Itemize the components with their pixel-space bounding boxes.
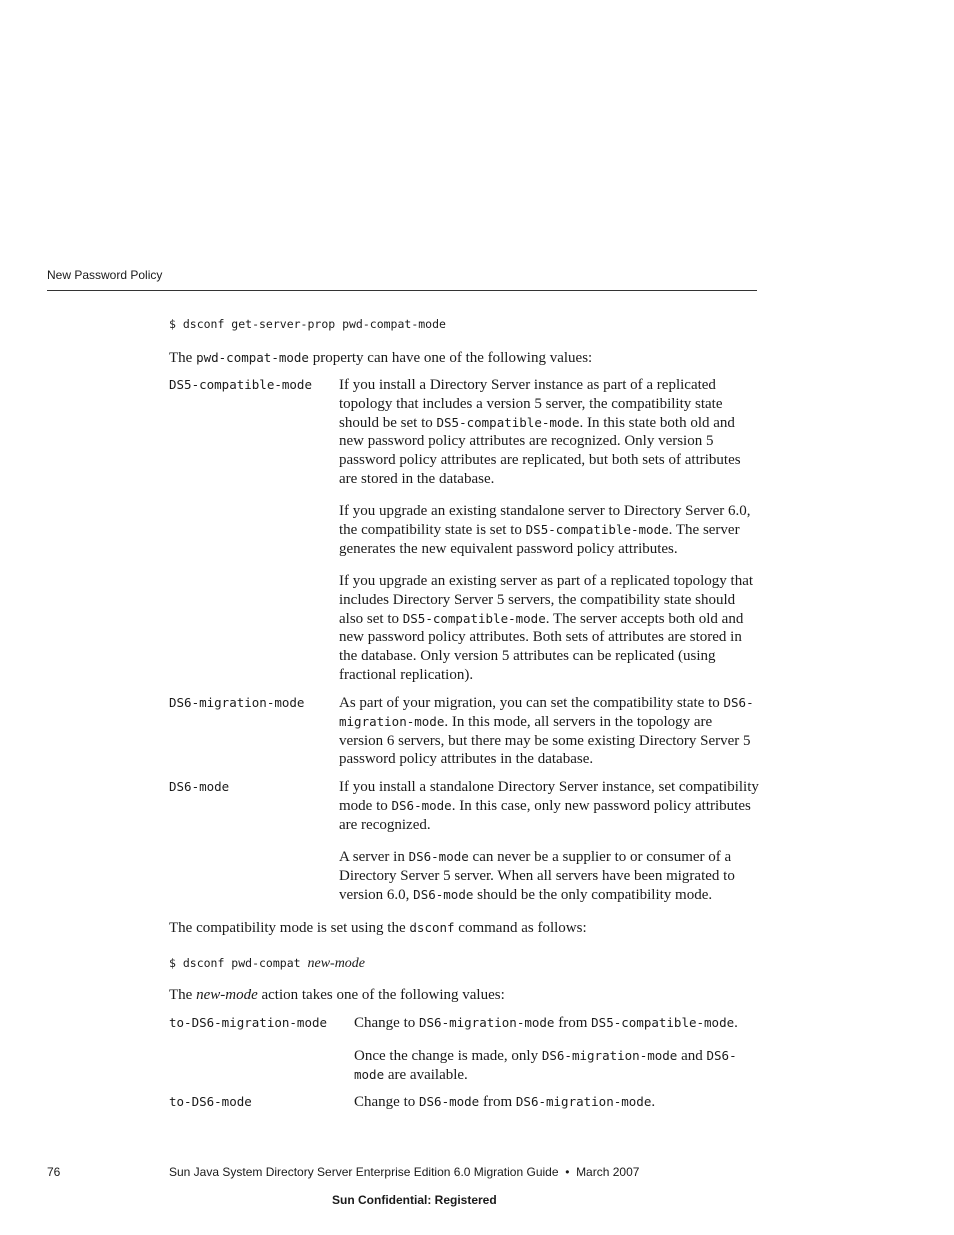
page-number: 76 bbox=[47, 1165, 61, 1179]
ds6-def-paragraph-2: A server in DS6-mode can never be a supplier to or consumer of a Directory Server 5 server. When all servers have been migrated to version 6.0, DS6-mode should be the only compatibility mode. bbox=[339, 849, 735, 903]
footer-title: Sun Java System Directory Server Enterprise Edition 6.0 Migration Guide • March 2007 bbox=[169, 1165, 640, 1179]
to-ds6-migration-def-paragraph-2: Once the change is made, only DS6-migration-mode and DS6-mode are available. bbox=[354, 1048, 737, 1083]
running-head: New Password Policy bbox=[47, 268, 163, 282]
ds5-def-paragraph-1: If you install a Directory Server instance as part of a replicated topology that includes a version 5 server, the compatibility state should be set to DS5-compatible-mode. In this state both old and new password policy attributes are recognized. Only version 5 password policy attributes are replicated, but both sets of attributes are stored in the database. bbox=[339, 377, 741, 487]
new-mode-paragraph: The new-mode action takes one of the following values: bbox=[169, 987, 505, 1003]
code-get-server-prop: $ dsconf get-server-prop pwd-compat-mode bbox=[169, 317, 446, 331]
term-to-ds6-migration-mode: to-DS6-migration-mode bbox=[169, 1015, 328, 1030]
term-ds6-mode: DS6-mode bbox=[169, 779, 230, 794]
to-ds6-mode-def-paragraph: Change to DS6-mode from DS6-migration-mode. bbox=[354, 1094, 656, 1110]
to-ds6-migration-def-paragraph-1: Change to DS6-migration-mode from DS5-compatible-mode. bbox=[354, 1015, 738, 1031]
ds6-migration-def-paragraph: As part of your migration, you can set the compatibility state to DS6-migration-mode. In this mode, all servers in the topology are version 6 servers, but there may be some existing Directory Server 5 password policy attributes in the database. bbox=[339, 695, 754, 768]
code-pwd-compat: $ dsconf pwd-compat new-mode bbox=[169, 956, 366, 971]
confidential-notice: Sun Confidential: Registered bbox=[332, 1193, 497, 1207]
footer-separator: • bbox=[565, 1165, 570, 1179]
term-ds5-compatible-mode: DS5-compatible-mode bbox=[169, 377, 312, 392]
header-rule bbox=[47, 290, 757, 291]
footer-date: March 2007 bbox=[576, 1165, 640, 1179]
intro-paragraph: The pwd-compat-mode property can have one of the following values: bbox=[169, 350, 593, 366]
term-to-ds6-mode: to-DS6-mode bbox=[169, 1094, 252, 1109]
ds5-def-paragraph-3: If you upgrade an existing server as part of a replicated topology that includes Directory Server 5 servers, the compatibility state should also set to DS5-compatible-mode. The server accepts both old and new password policy attributes. Both sets of attributes are stored in the database. Only version 5 attributes can be replicated (using fractional replication). bbox=[339, 573, 754, 683]
ds6-def-paragraph-1: If you install a standalone Directory Server instance, set compatibility mode to DS6-mode. In this case, only new password policy attributes are recognized. bbox=[339, 779, 759, 833]
compat-mode-paragraph: The compatibility mode is set using the dsconf command as follows: bbox=[169, 920, 587, 936]
ds5-def-paragraph-2: If you upgrade an existing standalone server to Directory Server 6.0, the compatibility state is set to DS5-compatible-mode. The server generates the new equivalent password policy attributes. bbox=[339, 503, 751, 557]
term-ds6-migration-mode: DS6-migration-mode bbox=[169, 695, 305, 710]
